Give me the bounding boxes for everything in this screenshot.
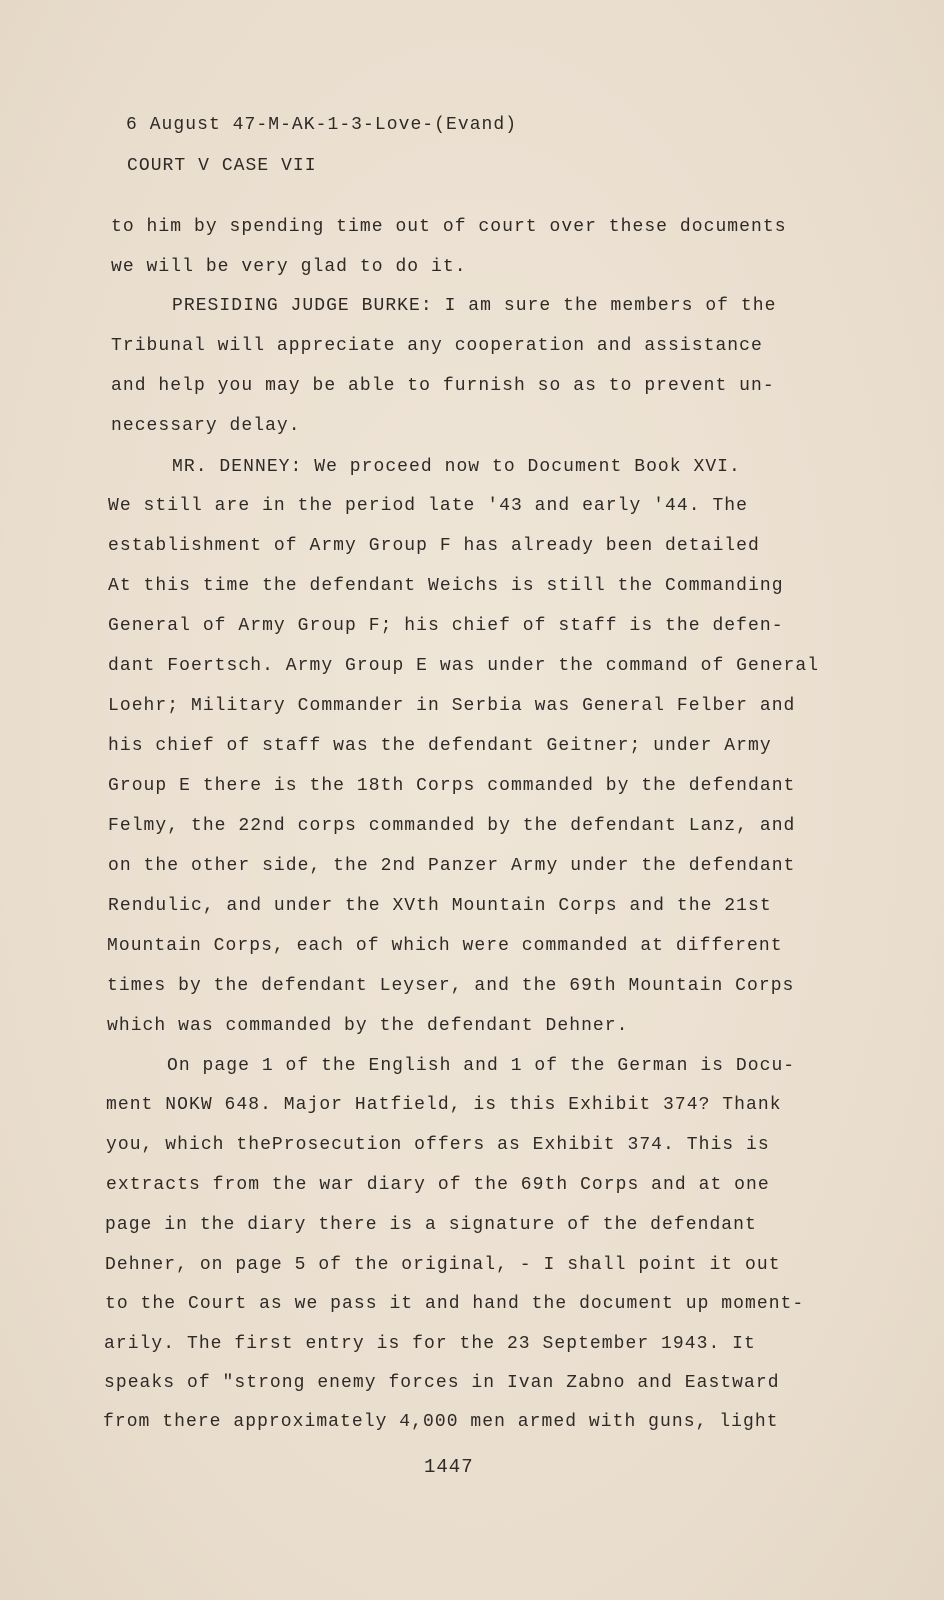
- text-line: Mountain Corps, each of which were commanded at different: [107, 936, 783, 956]
- text-line: At this time the defendant Weichs is still the Commanding: [108, 576, 784, 596]
- text-line: General of Army Group F; his chief of staff is the defen-: [108, 616, 784, 636]
- text-line: which was commanded by the defendant Dehner.: [107, 1016, 629, 1036]
- page-number: 1447: [424, 1456, 474, 1478]
- text-line: Dehner, on page 5 of the original, - I shall point it out: [105, 1255, 781, 1275]
- text-line: arily. The first entry is for the 23 September 1943. It: [104, 1334, 756, 1354]
- text-line: PRESIDING JUDGE BURKE: I am sure the members of the: [172, 296, 777, 316]
- text-line: page in the diary there is a signature of the defendant: [105, 1215, 757, 1235]
- text-line: Tribunal will appreciate any cooperation and assistance: [111, 336, 763, 356]
- text-line: his chief of staff was the defendant Geitner; under Army: [108, 736, 772, 756]
- text-line: necessary delay.: [111, 416, 301, 436]
- text-line: Loehr; Military Commander in Serbia was General Felber and: [108, 696, 796, 716]
- text-line: Group E there is the 18th Corps commanded by the defendant: [108, 776, 796, 796]
- text-line: MR. DENNEY: We proceed now to Document Book XVI.: [172, 457, 741, 477]
- text-line: extracts from the war diary of the 69th Corps and at one: [106, 1175, 770, 1195]
- text-line: We still are in the period late '43 and early '44. The: [108, 496, 748, 516]
- text-line: Felmy, the 22nd corps commanded by the defendant Lanz, and: [108, 816, 796, 836]
- text-line: on the other side, the 2nd Panzer Army under the defendant: [108, 856, 796, 876]
- text-line: times by the defendant Leyser, and the 69th Mountain Corps: [107, 976, 795, 996]
- text-line: to the Court as we pass it and hand the document up moment-: [105, 1294, 805, 1314]
- header-session-line: 6 August 47-M-AK-1-3-Love-(Evand): [126, 115, 518, 135]
- text-line: from there approximately 4,000 men armed with guns, light: [103, 1412, 779, 1432]
- header-court-case: COURT V CASE VII: [127, 156, 317, 176]
- text-line: we will be very glad to do it.: [111, 257, 467, 277]
- text-line: and help you may be able to furnish so as to prevent un-: [111, 376, 775, 396]
- text-line: ment NOKW 648. Major Hatfield, is this Exhibit 374? Thank: [106, 1095, 782, 1115]
- text-line: establishment of Army Group F has already been detailed: [108, 536, 760, 556]
- text-line: speaks of "strong enemy forces in Ivan Zabno and Eastward: [104, 1373, 780, 1393]
- text-line: dant Foertsch. Army Group E was under the command of General: [108, 656, 820, 676]
- text-line: you, which theProsecution offers as Exhibit 374. This is: [106, 1135, 770, 1155]
- text-line: Rendulic, and under the XVth Mountain Corps and the 21st: [108, 896, 772, 916]
- text-line: On page 1 of the English and 1 of the German is Docu-: [167, 1056, 796, 1076]
- text-line: to him by spending time out of court over these documents: [111, 217, 787, 237]
